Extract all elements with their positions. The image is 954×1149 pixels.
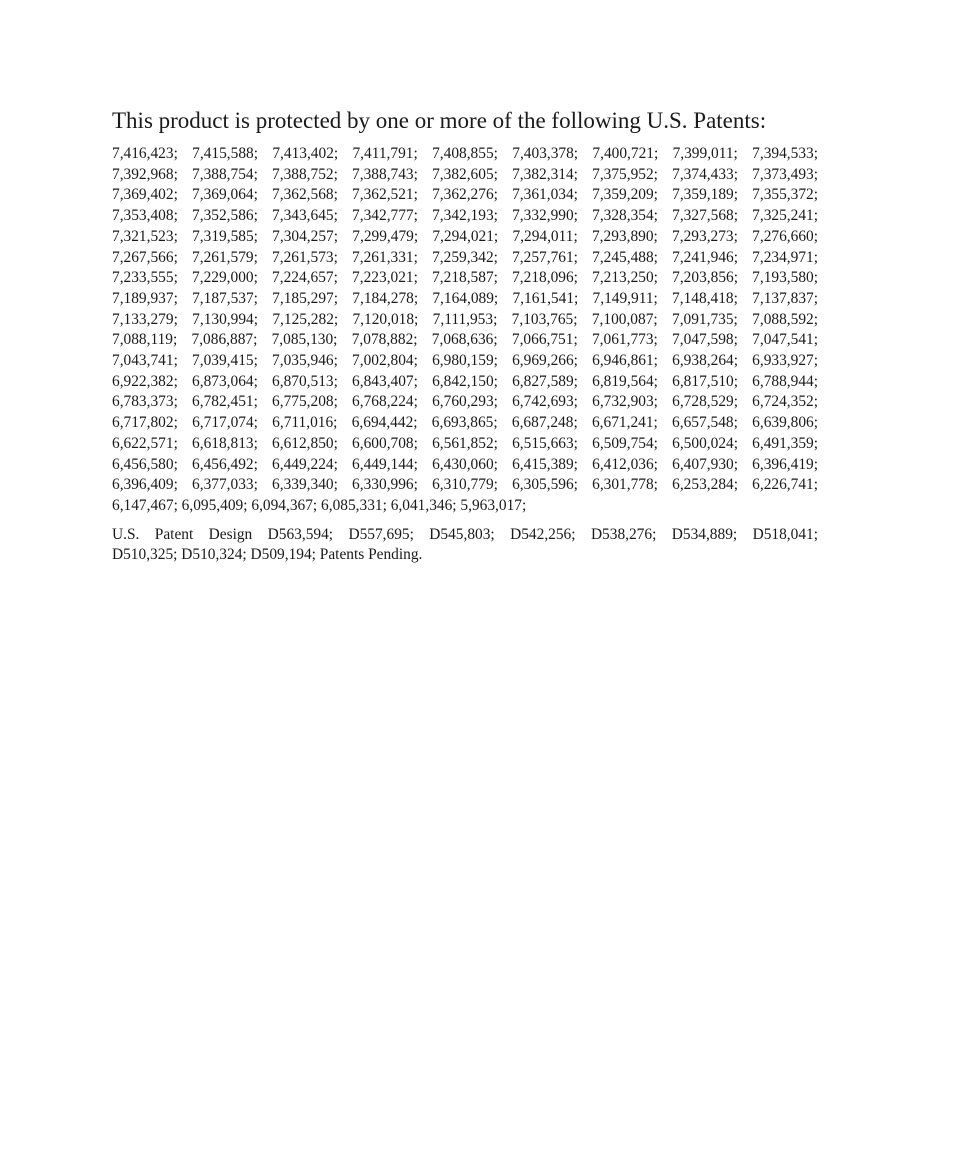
patent-line: 6,622,571; 6,618,813; 6,612,850; 6,600,708; 6,561,852; 6,515,663; 6,509,754; 6,500,024; 6,491,359; [112,434,818,452]
patent-line: 6,456,580; 6,456,492; 6,449,224; 6,449,144; 6,430,060; 6,415,389; 6,412,036; 6,407,930; 6,396,419; [112,455,818,473]
patent-line: 7,133,279; 7,130,994; 7,125,282; 7,120,018; 7,111,953; 7,103,765; 7,100,087; 7,091,735; 7,088,592; [112,310,818,328]
page-title: This product is protected by one or more of the following U.S. Patents: [112,108,767,133]
design-patent-list [112,525,818,566]
patent-line: 7,233,555; 7,229,000; 7,224,657; 7,223,021; 7,218,587; 7,218,096; 7,213,250; 7,203,856; 7,193,580; [112,269,818,287]
patent-line: 7,321,523; 7,319,585; 7,304,257; 7,299,479; 7,294,021; 7,294,011; 7,293,890; 7,293,273; 7,276,660; [112,227,818,245]
patent-line: 7,353,408; 7,352,586; 7,343,645; 7,342,777; 7,342,193; 7,332,990; 7,328,354; 7,327,568; 7,325,241; [112,207,818,225]
patent-number-list [112,144,818,517]
patent-line: 7,043,741; 7,039,415; 7,035,946; 7,002,804; 6,980,159; 6,969,266; 6,946,861; 6,938,264; 6,933,927; [112,352,818,370]
patent-line: 7,088,119; 7,086,887; 7,085,130; 7,078,882; 7,068,636; 7,066,751; 7,061,773; 7,047,598; 7,047,541; [112,331,818,349]
patent-line: 7,267,566; 7,261,579; 7,261,573; 7,261,331; 7,259,342; 7,257,761; 7,245,488; 7,241,946; 7,234,971; [112,248,818,266]
patent-line: 7,392,968; 7,388,754; 7,388,752; 7,388,743; 7,382,605; 7,382,314; 7,375,952; 7,374,433; 7,373,493; [112,165,818,183]
patent-line: 6,717,802; 6,717,074; 6,711,016; 6,694,442; 6,693,865; 6,687,248; 6,671,241; 6,657,548; 6,639,806; [112,414,818,432]
patent-line: 6,147,467; 6,095,409; 6,094,367; 6,085,331; 6,041,346; 5,963,017; [112,496,527,514]
patent-line: 7,416,423; 7,415,588; 7,413,402; 7,411,791; 7,408,855; 7,403,378; 7,400,721; 7,399,011; 7,394,533; [112,145,818,162]
design-patent-line: D510,325; D510,324; D509,194; Patents Pending. [112,546,423,564]
design-patent-line: U.S. Patent Design D563,594; D557,695; D545,803; D542,256; D538,276; D534,889; D518,041; [112,525,818,543]
patent-line: 6,922,382; 6,873,064; 6,870,513; 6,843,407; 6,842,150; 6,827,589; 6,819,564; 6,817,510; 6,788,944; [112,372,818,390]
patent-notice [112,106,818,566]
patent-line: 6,783,373; 6,782,451; 6,775,208; 6,768,224; 6,760,293; 6,742,693; 6,732,903; 6,728,529; 6,724,352; [112,393,818,411]
patent-line: 6,396,409; 6,377,033; 6,339,340; 6,330,996; 6,310,779; 6,305,596; 6,301,778; 6,253,284; 6,226,741; [112,476,818,494]
patent-line: 7,189,937; 7,187,537; 7,185,297; 7,184,278; 7,164,089; 7,161,541; 7,149,911; 7,148,418; 7,137,837; [112,289,818,307]
patent-line: 7,369,402; 7,369,064; 7,362,568; 7,362,521; 7,362,276; 7,361,034; 7,359,209; 7,359,189; 7,355,372; [112,186,818,204]
